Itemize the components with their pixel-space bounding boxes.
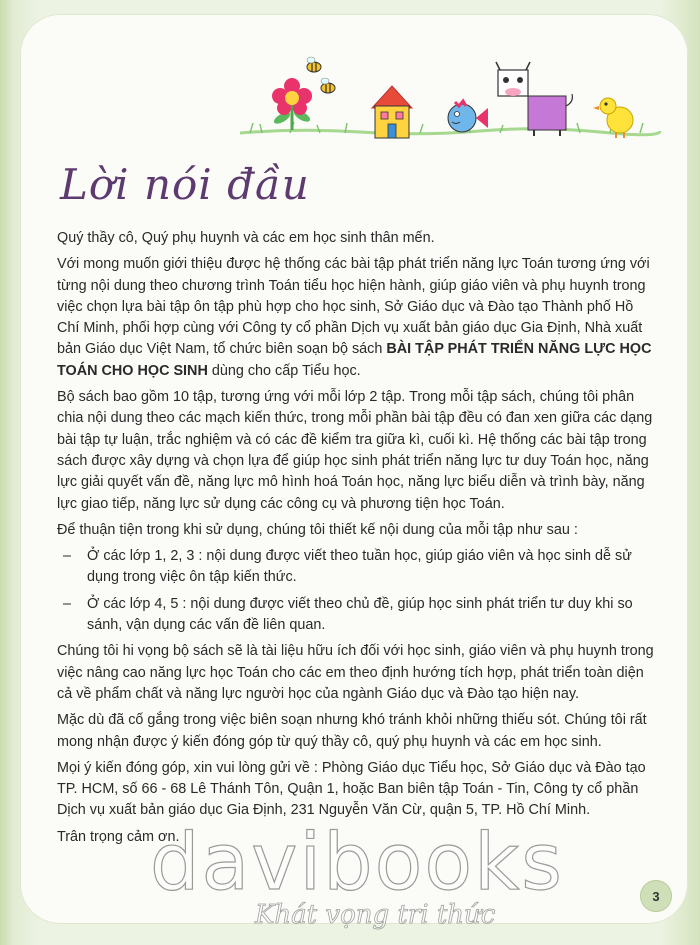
bullet-marker: – — [63, 548, 72, 565]
bullet-marker: – — [63, 595, 72, 612]
house-icon — [372, 86, 412, 138]
greeting-paragraph: Quý thầy cô, Quý phụ huynh và các em học sinh thân mến. — [57, 230, 435, 246]
watermark-brand: davibooks — [150, 818, 564, 908]
preface-body — [57, 228, 657, 853]
hope-paragraph: Chúng tôi hi vọng bộ sách sẽ là tài liệu hữu ích đối với học sinh, giáo viên và phụ huynh trong việc nâng cao năng lực học Toán cho các em theo định hướng tích hợp, phát triển toàn diện cả về phẩm chất và năng lực người học của ngành Giáo dục và Đào tạo hiện nay. — [57, 643, 654, 702]
intro-paragraph — [57, 254, 657, 382]
list-item — [57, 594, 657, 637]
book-series-name: BÀI TẬP PHÁT TRIỂN NĂNG LỰC HỌC TOÁN CHO HỌC SINH — [57, 341, 652, 379]
structure-paragraph: Bộ sách bao gồm 10 tập, tương ứng với mỗi lớp 2 tập. Trong mỗi tập sách, chúng tôi phân chia nội dung theo các mạch kiến thức, trong mỗi phần bài tập đều có đan xen giữa các dạng bài tập tự luận, trắc nghiệm và có các đề kiểm tra giữa kì, cuối kì. Hệ thống các bài tập trong sách được xây dựng và chọn lựa để giúp học sinh phát triển năng lực tư duy Toán học, năng lực giải quyết vấn đề, năng lực mô hình hoá Toán học, năng lực biểu diễn và trình bày, năng lực giao tiếp, năng lực sử dụng các công cụ và phương tiện học Toán. — [57, 389, 653, 512]
design-list — [57, 546, 657, 636]
design-paragraph: Để thuận tiện trong khi sử dụng, chúng tôi thiết kế nội dung của mỗi tập như sau : — [57, 521, 578, 538]
list-item-text: Ở các lớp 4, 5 : nội dung được viết theo chủ đề, giúp học sinh phát triển tư duy khi so sánh, vận dụng các vấn đề liên quan. — [87, 595, 633, 634]
intro-text-end: dùng cho cấp Tiểu học. — [207, 362, 361, 379]
cow-icon — [496, 62, 572, 136]
watermark-slogan: Khát vọng tri thức — [255, 900, 496, 930]
page-number-badge: 3 — [640, 880, 672, 912]
feedback-request-paragraph: Mặc dù đã cố gắng trong việc biên soạn nhưng khó tránh khỏi những thiếu sót. Chúng tôi rất mong nhận được ý kiến đóng góp từ quý thầy cô, quý phụ huynh và các em học sinh. — [57, 712, 647, 750]
page-title: Lời nói đầu — [60, 160, 310, 209]
intro-text: Với mong muốn giới thiệu được hệ thống các bài tập phát triển năng lực Toán tương ứng với từng nội dung theo chương trình Toán tiểu học hiện hành, giúp giáo viên và phụ huynh trong việc chọn lựa bài tập ôn tập phù hợp cho học sinh, Sở Giáo dục và Đào tạo Thành phố Hồ Chí Minh, phối hợp cùng với Công ty cổ phần Dịch vụ xuất bản giáo dục Gia Định, Nhà xuất bản Giáo dục Việt Nam, tổ chức biên soạn bộ sách — [57, 256, 650, 358]
contact-paragraph: Mọi ý kiến đóng góp, xin vui lòng gửi về : Phòng Giáo dục Tiểu học, Sở Giáo dục và Đào tạo TP. HCM, số 66 - 68 Lê Thánh Tôn, Quận 1, hoặc Ban biên tập Toán - Tin, Công ty cổ phần Dịch vụ xuất bản giáo dục Gia Định, 231 Nguyễn Văn Cừ, quận 5, TP. Hồ Chí Minh. — [57, 759, 646, 819]
header-illustration — [0, 0, 700, 150]
list-item-text: Ở các lớp 1, 2, 3 : nội dung được viết theo tuần học, giúp giáo viên và học sinh dễ sử dụng trong việc ôn tập kiến thức. — [87, 548, 632, 586]
closing-line: Trân trọng cảm ơn. — [57, 828, 180, 845]
bee-icon — [321, 78, 335, 93]
bee-icon — [307, 57, 321, 72]
flower-icon — [272, 78, 312, 130]
list-item — [57, 546, 657, 589]
fish-icon — [448, 101, 488, 132]
